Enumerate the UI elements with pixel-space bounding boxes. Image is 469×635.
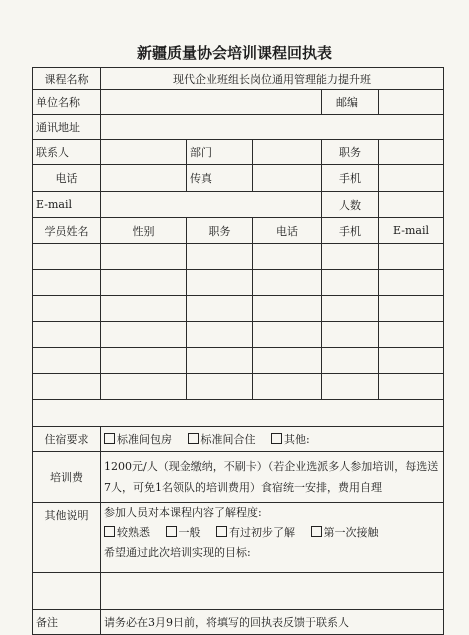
student-cell[interactable]	[379, 244, 444, 270]
row-fee	[33, 452, 444, 503]
form-title: 新疆质量协会培训课程回执表	[136, 44, 332, 62]
student-cell[interactable]	[187, 244, 253, 270]
row-unit	[33, 90, 444, 115]
department-field[interactable]	[253, 140, 322, 165]
student-cell[interactable]	[322, 348, 379, 374]
student-cell[interactable]	[379, 374, 444, 400]
student-cell[interactable]	[33, 322, 101, 348]
row-remark	[33, 610, 444, 635]
student-cell[interactable]	[253, 296, 322, 322]
student-header-cell: 电话	[253, 218, 322, 244]
student-row	[33, 374, 444, 400]
phone-label: 电话	[33, 165, 101, 192]
course-name-value: 现代企业班组长岗位通用管理能力提升班	[101, 68, 444, 90]
row-phone	[33, 165, 444, 192]
student-row	[33, 348, 444, 374]
checkbox-icon[interactable]	[311, 526, 322, 537]
student-cell[interactable]	[187, 296, 253, 322]
headcount-field[interactable]	[379, 192, 444, 218]
student-cell[interactable]	[101, 374, 187, 400]
student-cell[interactable]	[33, 270, 101, 296]
student-cell[interactable]	[101, 270, 187, 296]
student-header-cell: 职务	[187, 218, 253, 244]
accommodation-option[interactable]: 标准间合住	[188, 433, 256, 446]
other-options	[104, 523, 440, 543]
fee-label: 培训费	[33, 452, 101, 503]
row-other	[33, 503, 444, 573]
student-cell[interactable]	[322, 296, 379, 322]
student-cell[interactable]	[101, 296, 187, 322]
student-cell[interactable]	[253, 374, 322, 400]
row-address	[33, 115, 444, 140]
student-cell[interactable]	[379, 322, 444, 348]
student-cell[interactable]	[322, 374, 379, 400]
student-cell[interactable]	[379, 348, 444, 374]
student-row	[33, 296, 444, 322]
student-header-cell: 学员姓名	[33, 218, 101, 244]
mobile-field[interactable]	[379, 165, 444, 192]
address-field[interactable]	[101, 115, 444, 140]
student-cell[interactable]	[322, 322, 379, 348]
familiarity-option[interactable]: 较熟悉	[104, 526, 150, 539]
accommodation-option[interactable]: 标准间包房	[104, 433, 172, 446]
fax-label: 传真	[187, 165, 253, 192]
checkbox-icon[interactable]	[216, 526, 227, 537]
student-header-cell: E-mail	[379, 218, 444, 244]
student-header-cell: 性别	[101, 218, 187, 244]
email-field[interactable]	[101, 192, 322, 218]
checkbox-icon[interactable]	[166, 526, 177, 537]
unit-name-field[interactable]	[101, 90, 322, 115]
student-cell[interactable]	[187, 270, 253, 296]
spacer-cell	[33, 400, 444, 427]
postcode-field[interactable]	[379, 90, 444, 115]
other-content	[101, 503, 444, 573]
headcount-label: 人数	[322, 192, 379, 218]
student-row	[33, 270, 444, 296]
familiarity-option[interactable]: 一般	[166, 526, 201, 539]
student-cell[interactable]	[379, 296, 444, 322]
course-name-label: 课程名称	[33, 68, 101, 90]
student-cell[interactable]	[33, 374, 101, 400]
student-header-cell: 手机	[322, 218, 379, 244]
other-goal: 希望通过此次培训实现的目标:	[104, 546, 251, 559]
blank-cell	[33, 573, 101, 610]
position-label: 职务	[322, 140, 379, 165]
familiarity-option[interactable]: 有过初步了解	[216, 526, 295, 539]
row-email	[33, 192, 444, 218]
student-cell[interactable]	[187, 322, 253, 348]
department-label: 部门	[187, 140, 253, 165]
mobile-label: 手机	[322, 165, 379, 192]
unit-name-label: 单位名称	[33, 90, 101, 115]
registration-form-table	[32, 67, 444, 635]
postcode-label: 邮编	[322, 90, 379, 115]
fee-text: 1200元/人（现金缴纳，不刷卡）（若企业选派多人参加培训，每选送7人，可免1名领队的培训费用）食宿统一安排，费用自理	[101, 452, 444, 503]
student-cell[interactable]	[253, 348, 322, 374]
student-cell[interactable]	[253, 322, 322, 348]
remark-label: 备注	[33, 610, 101, 635]
student-row	[33, 244, 444, 270]
student-cell[interactable]	[33, 244, 101, 270]
student-cell[interactable]	[322, 244, 379, 270]
spacer-row	[33, 400, 444, 427]
email-label: E-mail	[33, 192, 101, 218]
position-field[interactable]	[379, 140, 444, 165]
student-cell[interactable]	[253, 244, 322, 270]
student-cell[interactable]	[101, 244, 187, 270]
student-cell[interactable]	[253, 270, 322, 296]
goal-field[interactable]	[101, 573, 444, 610]
students-header-row	[33, 218, 444, 244]
fax-field[interactable]	[253, 165, 322, 192]
checkbox-icon[interactable]	[271, 433, 282, 444]
address-label: 通讯地址	[33, 115, 101, 140]
accommodation-option[interactable]: 其他:	[271, 433, 310, 446]
student-cell[interactable]	[379, 270, 444, 296]
student-cell[interactable]	[33, 296, 101, 322]
remark-text: 请务必在3月9日前，将填写的回执表反馈于联系人	[101, 610, 444, 635]
student-cell[interactable]	[187, 348, 253, 374]
student-cell[interactable]	[101, 322, 187, 348]
other-intro: 参加人员对本课程内容了解程度:	[104, 506, 262, 519]
accommodation-label: 住宿要求	[33, 427, 101, 452]
row-blank	[33, 573, 444, 610]
student-cell[interactable]	[101, 348, 187, 374]
contact-field[interactable]	[101, 140, 187, 165]
checkbox-icon[interactable]	[104, 433, 115, 444]
accommodation-options	[101, 427, 444, 452]
student-cell[interactable]	[187, 374, 253, 400]
row-course	[33, 68, 444, 90]
checkbox-icon[interactable]	[188, 433, 199, 444]
row-accommodation	[33, 427, 444, 452]
student-row	[33, 322, 444, 348]
phone-field[interactable]	[101, 165, 187, 192]
checkbox-icon[interactable]	[104, 526, 115, 537]
student-cell[interactable]	[33, 348, 101, 374]
other-label: 其他说明	[33, 503, 101, 573]
familiarity-option[interactable]: 第一次接触	[311, 526, 379, 539]
student-cell[interactable]	[322, 270, 379, 296]
contact-label: 联系人	[33, 140, 101, 165]
row-contact	[33, 140, 444, 165]
